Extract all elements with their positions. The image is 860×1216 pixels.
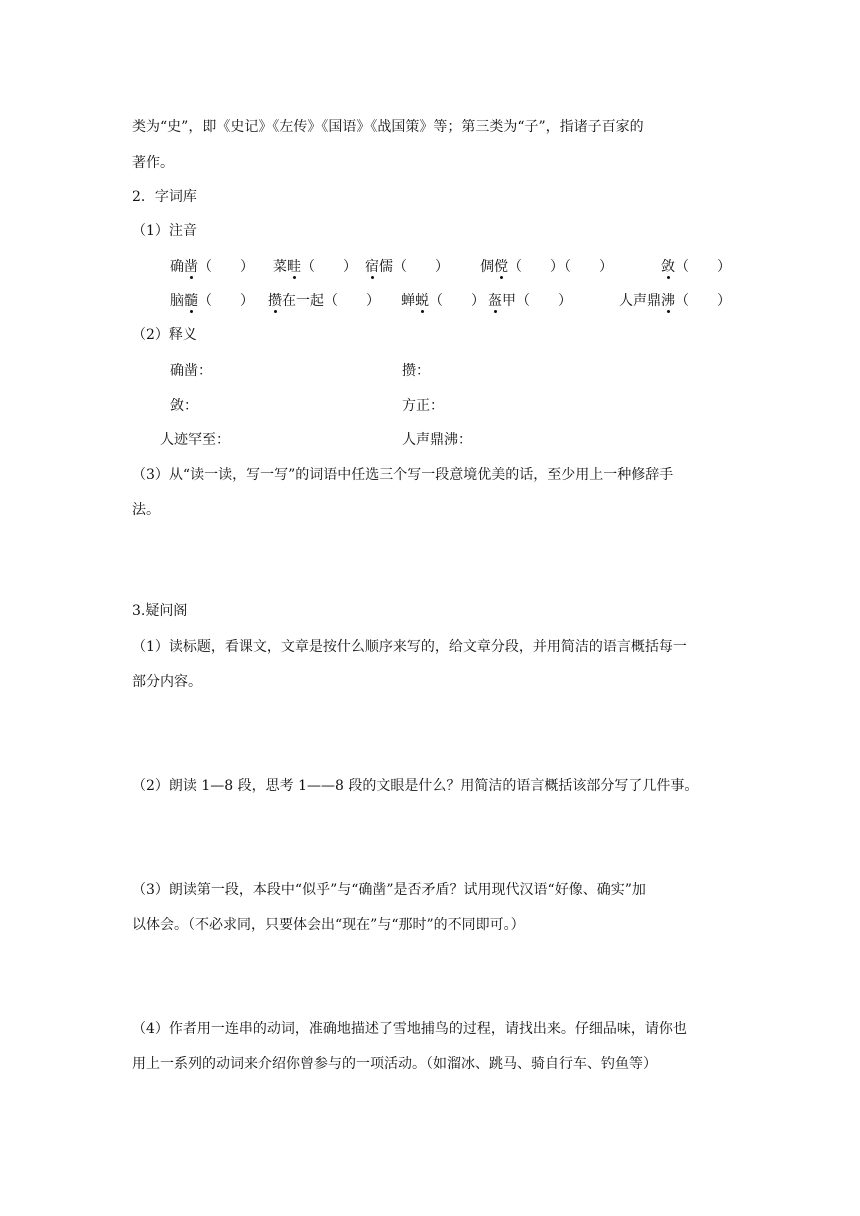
meaning-renshengdingfei: 人声鼎沸： — [402, 432, 472, 448]
meaning-cuan: 攒： — [402, 363, 430, 379]
meaning-lian: 敛： — [170, 398, 198, 414]
section-3-title: 3.疑问阁 — [132, 603, 188, 619]
intro-line-2: 著作。 — [132, 155, 174, 171]
question-4-line-2: 用上一系列的动词来介绍你曾参与的一项活动。（如溜冰、跳马、骑自行车、钓鱼等） — [132, 1056, 657, 1072]
pinyin-item-lian: 敛（ ） — [661, 259, 731, 275]
pinyin-item-titang: 倜傥（ ）（ ） — [480, 259, 613, 275]
section-2-title: 2．字词库 — [132, 189, 197, 205]
pinyin-item-quezao: 确凿（ ） — [170, 259, 254, 275]
question-4-line-1: （4）作者用一连串的动词，准确地描述了雪地捕鸟的过程，请找出来。仔细品味，请你也 — [132, 1021, 687, 1037]
write-question-line-2: 法。 — [132, 502, 160, 518]
pinyin-item-dingfei: 人声鼎沸（ ） — [619, 293, 731, 309]
pinyin-item-chantui: 蝉蜕（ ） — [401, 293, 485, 309]
pinyin-item-caiqi: 菜畦（ ） — [273, 259, 357, 275]
meaning-renjihanzhi: 人迹罕至： — [160, 432, 230, 448]
question-2-line-1: （2）朗读 1—8 段，思考 1——8 段的文眼是什么？用简洁的语言概括该部分写了几件事。 — [132, 778, 699, 794]
pinyin-item-kuijia: 盔甲（ ） — [488, 293, 572, 309]
question-3-line-1: （3）朗读第一段，本段中“似乎”与“确凿”是否矛盾？试用现代汉语“好像、确实”加 — [132, 882, 646, 898]
pinyin-item-cuan: 攒在一起（ ） — [268, 293, 380, 309]
pinyin-subtitle: （1）注音 — [132, 223, 197, 239]
write-question-line-1: （3）从“读一读，写一写”的词语中任选三个写一段意境优美的话，至少用上一种修辞手 — [132, 467, 674, 483]
question-3-line-2: 以体会。（不必求同，只要体会出“现在”与“那时”的不同即可。） — [132, 917, 525, 933]
meaning-quezao: 确凿： — [170, 363, 212, 379]
question-1-line-1: （1）读标题，看课文，文章是按什么顺序来写的，给文章分段，并用简洁的语言概括每一 — [132, 639, 687, 655]
question-1-line-2: 部分内容。 — [132, 674, 202, 690]
meaning-fangzheng: 方正： — [402, 398, 444, 414]
meaning-subtitle: （2）释义 — [132, 327, 197, 343]
pinyin-item-suru: 宿儒（ ） — [365, 259, 449, 275]
intro-line-1: 类为“史”，即《史记》《左传》《国语》《战国策》等；第三类为“子”，指诸子百家的 — [132, 119, 644, 135]
pinyin-item-naosui: 脑髓（ ） — [170, 293, 254, 309]
